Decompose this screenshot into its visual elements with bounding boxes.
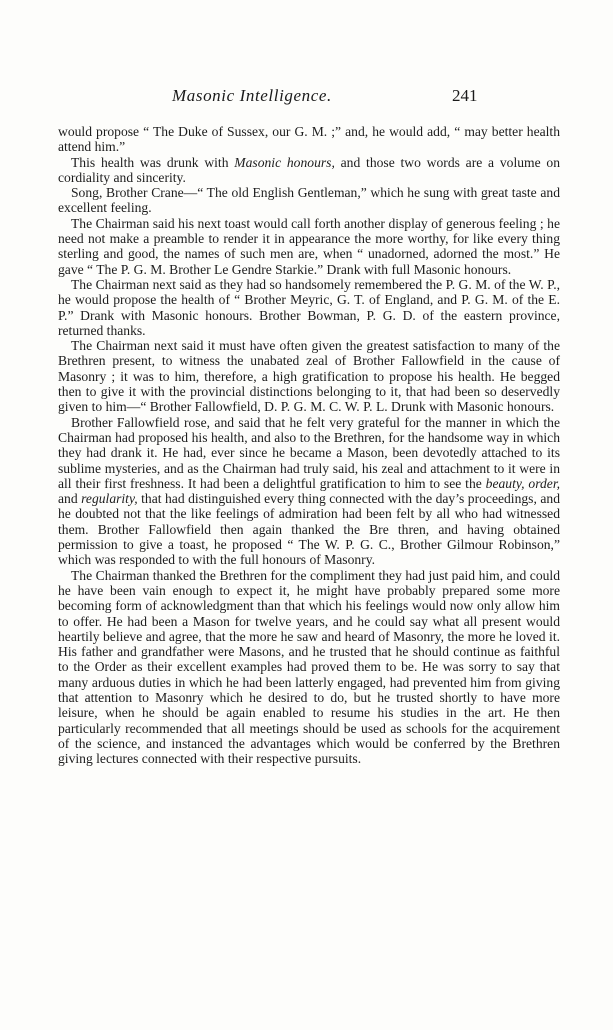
text-run: Brother Fallowfield rose, and said that he felt very grateful for the manner in which the Chairman had proposed his health, and also to the Brethren, for the handsome way in which they had drank it. He had, ever since he became a Mason, been devotedly attached to its sublime mysteries, and as the Chairman had truly said, his zeal and attachment to it were in all their first freshness. It had been a delightful gratification to him to see the: [58, 414, 560, 491]
running-head: [0, 86, 613, 110]
paragraph: [58, 124, 560, 155]
running-title: Masonic Intelligence.: [172, 86, 332, 105]
paragraph: [58, 338, 560, 414]
paragraph: [58, 155, 560, 186]
italic-run: beauty, order,: [485, 475, 561, 491]
text-run: would propose “ The Duke of Sussex, our G. M. ;” and, he would add, “ may better health attend him.”: [58, 124, 560, 155]
page-number: 241: [452, 86, 478, 105]
article-body: [58, 124, 560, 766]
text-run: The Chairman next said as they had so handsomely remembered the P. G. M. of the W. P., he would propose the health of “ Brother Meyric, G. T. of England, and P. G. M. of the E. P.” Drank with Masonic honours. Brother Bowman, P. G. D. of the eastern province, returned thanks.: [58, 276, 560, 338]
text-run: This health was drunk with: [71, 154, 235, 170]
text-run: The Chairman said his next toast would call forth another display of generous feeling ; he need not make a preamble to render it in appearance the more worthy, for like every thing sterling and good, the names of such men are, when “ unadorned, adorned the most.” He gave “ The P. G. M. Brother Le Gendre Starkie.” Drank with full Masonic honours.: [58, 215, 560, 277]
paragraph: [58, 277, 560, 338]
text-run: and: [58, 491, 82, 507]
text-run: and those two words are a volume on cordiality and sincerity.: [58, 154, 561, 185]
text-run: The Chairman thanked the Brethren for the compliment they had just paid him, and could he have been vain enough to expect it, he might have probably prepared some more becoming form of acknowledgment than that which his feelings would now only allow him to offer. He had been a Mason for twelve years, and he could say what all present would heartily believe and agree, that the more he saw and heard of Masonry, the more he loved it. His father and grandfather were Masons, and he trusted that he should continue as faithful to the Order as their excellent examples had proved them to be. He was sorry to say that many arduous duties in which he had been latterly engaged, had prevented him from giving that attention to Masonry which he desired to do, but he trusted shortly to have more leisure, when he should be again enabled to resume his studies in the art. He then particularly recommended that all meetings should be used as schools for the acquirement of the science, and instanced the advantages which would be conferred by the Brethren giving lectures connected with their respective pursuits.: [58, 567, 560, 767]
paragraph: [58, 568, 560, 767]
paragraph: [58, 216, 560, 277]
paragraph: [58, 415, 560, 568]
text-run: that had distinguished every thing connected with the day’s proceedings, and he doubted not that the like feelings of admiration had been felt by all who had witnessed them. Brother Fallowfield then again thanked the Bre thren, and having obtained permission to give a toast, he proposed “ The W. P. G. C., Brother Gilmour Robinson,” which was responded to with the full honours of Masonry.: [58, 491, 560, 568]
text-run: Song, Brother Crane—“ The old English Gentleman,” which he sung with great taste and excellent feeling.: [58, 185, 560, 216]
italic-run: regularity,: [81, 491, 138, 507]
italic-run: Masonic honours,: [234, 154, 335, 170]
paragraph: [58, 185, 560, 216]
text-run: The Chairman next said it must have often given the greatest satisfaction to many of the Brethren present, to witness the unabated zeal of Brother Fallowfield in the cause of Masonry ; it was to him, therefore, a high gratification to propose his health. He begged then to give it with the provincial distinctions belonging to it, that had been so deservedly given to him—“ Brother Fallowfield, D. P. G. M. C. W. P. L. Drunk with Masonic honours.: [58, 338, 560, 415]
